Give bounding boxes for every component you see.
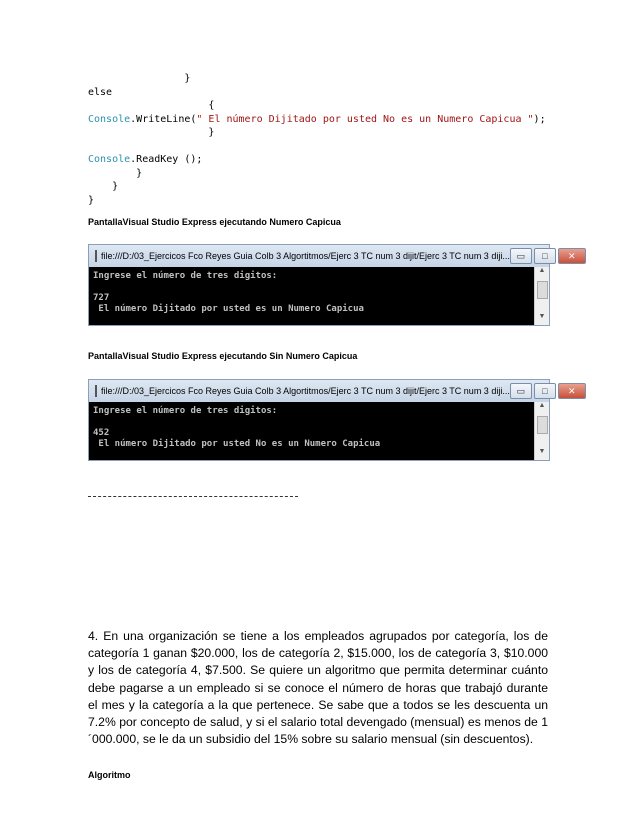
caption-capicua: PantallaVisual Studio Express ejecutando Numero Capicua bbox=[88, 217, 341, 227]
code-block bbox=[88, 72, 546, 207]
code-end: ); bbox=[533, 113, 546, 125]
close-button[interactable]: ✕ bbox=[558, 248, 586, 264]
console-output: Ingrese el número de tres digitos: 452 El número Dijitado por usted No es un Numero Capicua bbox=[93, 406, 381, 449]
console-title: file:///D:/03_Ejercicos Fco Reyes Guia Colb 3 Algortitmos/Ejerc 3 TC num 3 dijit/Ejerc 3 TC num 3 diji... bbox=[101, 251, 510, 261]
code-line: } bbox=[88, 73, 191, 84]
console-window-capicua bbox=[88, 244, 576, 326]
console-title: file:///D:/03_Ejercicos Fco Reyes Guia Colb 3 Algortitmos/Ejerc 3 TC num 3 dijit/Ejerc 3 TC num 3 diji... bbox=[101, 386, 510, 396]
code-line: } bbox=[88, 167, 143, 179]
code-line: } bbox=[88, 127, 215, 138]
console-body bbox=[89, 402, 549, 460]
minimize-button[interactable]: ▭ bbox=[510, 383, 532, 399]
algoritmo-heading: Algoritmo bbox=[88, 770, 131, 780]
divider-line bbox=[88, 496, 298, 497]
console-titlebar[interactable] bbox=[89, 380, 576, 402]
code-method: .ReadKey (); bbox=[130, 154, 203, 165]
code-string: " El número Dijitado por usted No es un Numero Capicua " bbox=[196, 113, 534, 125]
scroll-up-icon[interactable]: ▲ bbox=[538, 267, 546, 274]
caption-sin-capicua: PantallaVisual Studio Express ejecutando Sin Numero Capicua bbox=[88, 351, 358, 361]
console-output: Ingrese el número de tres digitos: 727 El número Dijitado por usted es un Numero Capicua bbox=[93, 271, 364, 314]
code-line: } bbox=[88, 194, 95, 206]
scroll-down-icon[interactable]: ▼ bbox=[538, 313, 546, 320]
minimize-button[interactable]: ▭ bbox=[510, 248, 532, 264]
problem-statement: 4. En una organización se tiene a los empleados agrupados por categoría, los de categoría 1 ganan $20.000, los de categoría 2, $15.000, los de categoría 3, $10.000 y los de categoría 4, $7.500. Se quiere un algoritmo que permita determinar cuánto debe pagarse a un empleado si se conoce el número de horas que trabajó durante el mes y la categoría a la que pertenece. Se sabe que a todos se les descuenta un 7.2% por concepto de salud, y si el salario total devengado (mensual) es menos de 1´000.000, se le da un subsidio del 15% sobre su salario mensual (sin descuentos). bbox=[88, 629, 548, 747]
code-method: .WriteLine( bbox=[130, 113, 197, 125]
console-titlebar[interactable] bbox=[89, 245, 576, 267]
console-app-icon bbox=[95, 385, 97, 397]
code-keyword: Console bbox=[88, 154, 131, 165]
code-line: } bbox=[88, 181, 119, 192]
console-scrollbar[interactable] bbox=[534, 267, 549, 325]
console-scrollbar[interactable] bbox=[534, 402, 549, 460]
code-line: else bbox=[88, 86, 113, 98]
code-keyword: Console bbox=[88, 113, 131, 125]
scroll-thumb[interactable] bbox=[537, 416, 548, 434]
console-window-sin-capicua bbox=[88, 379, 576, 461]
scroll-up-icon[interactable]: ▲ bbox=[538, 402, 546, 409]
scroll-thumb[interactable] bbox=[537, 281, 548, 299]
maximize-button[interactable]: □ bbox=[534, 383, 556, 399]
maximize-button[interactable]: □ bbox=[534, 248, 556, 264]
scroll-down-icon[interactable]: ▼ bbox=[538, 448, 546, 455]
close-button[interactable]: ✕ bbox=[558, 383, 586, 399]
console-body bbox=[89, 267, 549, 325]
code-line: { bbox=[88, 100, 215, 111]
console-app-icon bbox=[95, 250, 97, 262]
